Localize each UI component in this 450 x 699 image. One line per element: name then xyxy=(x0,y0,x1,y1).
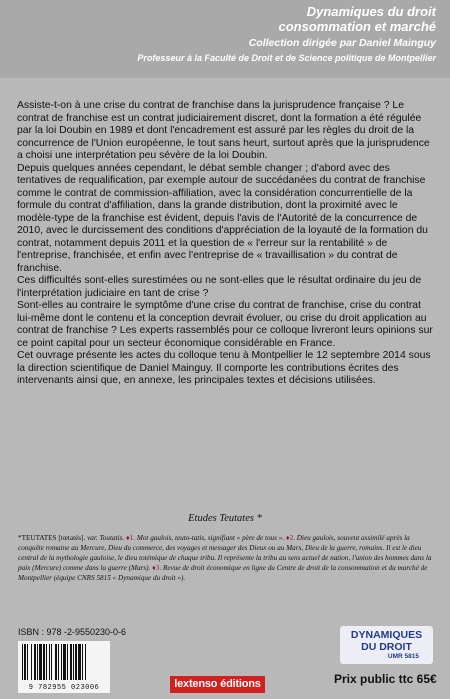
footnote-text-1: Mot gaulois, teuto-tatis, signifiant « père de tous ». xyxy=(136,534,285,542)
series-title-line2: consommation et marché xyxy=(278,19,436,34)
summary-paragraph-2: Depuis quelques années cependant, le débat semble changer ; d'abord avec des tentatives de requalification, par exemple autour de succédanées du contrat de franchise comme le contrat de commission-affiliation, avec la considération concurrentielle de la formule du contrat d'affiliation, dans la grande distribution, dont la proximité avec le modèle-type de la franchise est évident, depuis l'avis de l'Autorité de la concurrence de 2010, avec le durcissement des conditions d'appréciation de la loyauté de la formation du contrat, notamment depuis 2011 et la question de « l'erreur sur la rentabilité » de l'entreprise, franchisée, et enfin avec l'entreprise de « travaillisation » du contrat de franchise. xyxy=(17,162,428,274)
series-footer: Etudes Teutates * xyxy=(188,513,262,524)
footnote-text-3: Revue de droit économique en ligne du Centre de droit de la consommation et du marché de Montpellier (équipe CNRS 5815 « Dynamique du droit »). xyxy=(18,564,428,582)
summary-paragraph-4: Sont-elles au contraire le symptôme d'une crise du contrat de franchise, crise du contrat lui-même dont le contenu et la conception devrait évoluer, ou crise du droit application au contrat de franchise ? Les experts rassemblés pour ce colloque livreront leurs opinions sur ce point capital pour un secteur économique considérable en France. xyxy=(17,300,433,349)
footnote-marker-2: ♦2. xyxy=(285,534,295,542)
footnote-marker-3: ♦3. xyxy=(152,564,162,572)
barcode-digits: 9 782955 023006 xyxy=(28,684,100,692)
footnote-head: *TEUTATES [tœtatés]. xyxy=(18,534,86,542)
summary-paragraph-5: Cet ouvrage présente les actes du colloque tenu à Montpellier le 12 septembre 2014 sous la direction scientifique de Daniel Mainguy. Il comporte les contributions écrites des intervenants ainsi que, en annexe, les principales textes et décisions utilisées. xyxy=(17,350,431,386)
barcode-bars-icon xyxy=(18,641,110,683)
barcode xyxy=(18,641,110,693)
teutates-footnote xyxy=(18,533,436,583)
price-label: Prix public ttc 65€ xyxy=(334,672,437,686)
isbn-label: ISBN : 978 -2-9550230-0-6 xyxy=(18,627,127,637)
badge-line3: UMR 5815 xyxy=(387,653,419,660)
professor-affiliation: Professeur à la Faculté de Droit et de Science politique de Montpellier xyxy=(137,53,436,63)
summary-paragraph-3: Ces difficultés sont-elles surestimées ou ne sont-elles que le résultat ordinaire du jeu de l'interprétation judiciaire en tant de crise ? xyxy=(17,275,422,299)
badge-line2: DU DROIT xyxy=(361,641,412,653)
footnote-var: var. Toutatis. xyxy=(87,534,125,542)
footnote-text-2: Dieu gaulois, souvent assimilé après la conquête romaine au Mercure, Dieu du commerce, des voyages et messager des Dieux ou au Mars, Dieu de la guerre, romains. Il est le dieu central de la mythologie gauloise, le dieu totémique de chaque tribu. Il représente la tribu au sens actuel de nation, l'union des hommes dans la paix (Mercure) comme dans la guerre (Mars). xyxy=(18,534,432,572)
series-title-line1: Dynamiques du droit xyxy=(306,4,436,19)
publisher-logo: lextenso éditions xyxy=(170,676,265,693)
footnote-marker-1: ♦1. xyxy=(125,534,136,542)
collection-director: Collection dirigée par Daniel Mainguy xyxy=(248,37,436,49)
summary-paragraph-1: Assiste-t-on à une crise du contrat de franchise dans la jurisprudence française ? Le contrat de franchise est un contrat judiciairement discret, dont la formation a été régulée par la loi Doubin en 1989 et dont l'encadrement est assuré par les règles du droit de la concurrence de l'Union européenne, le tout sans heurt, surtout après que la jurisprudence a choisi une interprétation peu sévère de la loi Doubin. xyxy=(17,100,430,161)
dynamiques-du-droit-badge xyxy=(340,626,433,664)
back-cover-summary xyxy=(17,100,437,388)
header-band xyxy=(0,0,450,78)
badge-line1: DYNAMIQUES xyxy=(350,629,423,641)
